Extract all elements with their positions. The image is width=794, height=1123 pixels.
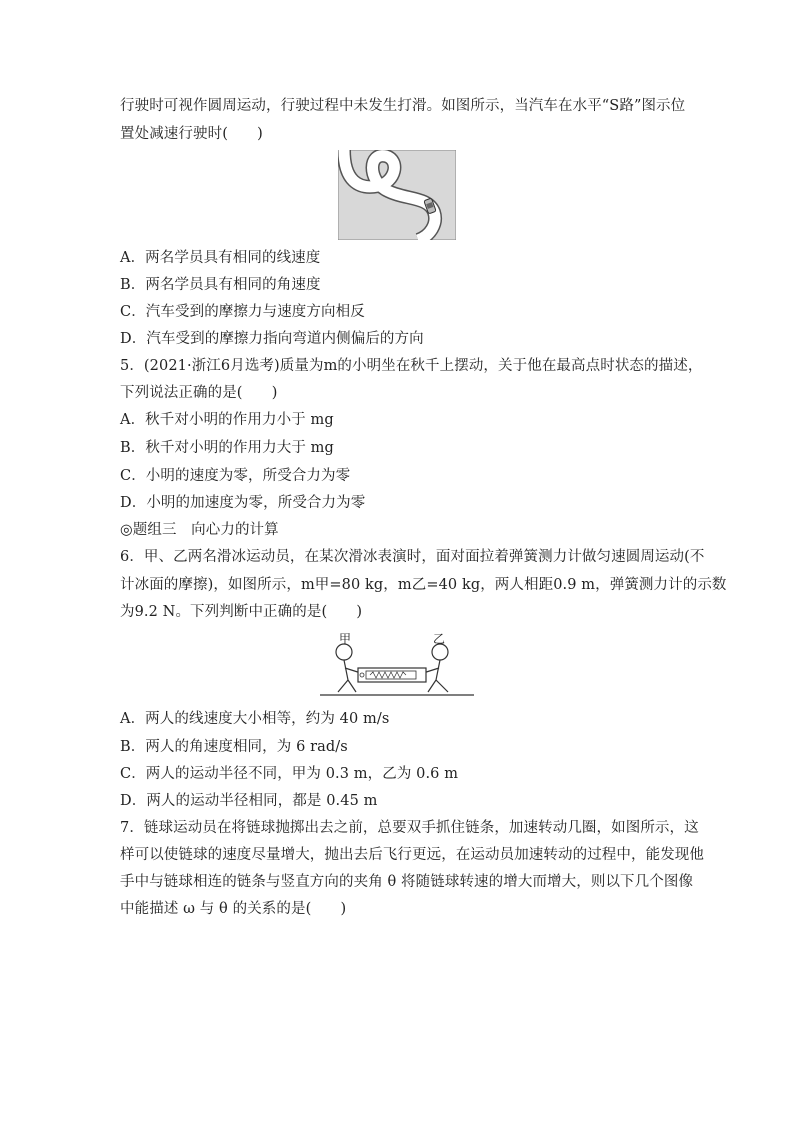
spring-scale-icon [358,668,426,682]
q5-option-b: B．秋千对小明的作用力大于 mg [120,440,334,456]
figure-label-yi: 乙 [433,632,446,646]
q5-option-c: C．小明的速度为零，所受合力为零 [120,468,351,484]
section-heading: ◎题组三 向心力的计算 [120,522,279,538]
q7-stem-line-2: 样可以使链球的速度尽量增大，抛出去后飞行更远，在运动员加速转动的过程中，能发现他 [120,847,704,863]
q5-option-a: A．秋千对小明的作用力小于 mg [120,412,334,428]
q6-stem-line-3: 为9.2 N。下列判断中正确的是( ) [120,604,363,620]
figure-label-jia: 甲 [339,632,352,646]
q4-option-d: D．汽车受到的摩擦力指向弯道内侧偏后的方向 [120,331,424,347]
q6-option-d: D．两人的运动半径相同，都是 0.45 m [120,793,378,809]
q6-option-a: A．两人的线速度大小相等，约为 40 m/s [120,711,390,727]
q5-stem-line-2: 下列说法正确的是( ) [120,385,278,401]
q7-stem-line-1: 7．链球运动员在将链球抛掷出去之前，总要双手抓住链条，加速转动几圈，如图所示，这 [120,820,699,836]
q6-stem-line-2: 计冰面的摩擦)，如图所示，m甲=80 kg，m乙=40 kg，两人相距0.9 m，弹簧测力计的示数 [120,577,727,593]
q6-stem-line-1: 6．甲、乙两名滑冰运动员，在某次滑冰表演时，面对面拉着弹簧测力计做匀速圆周运动(不 [120,549,705,565]
question-4-stem-line-2: 置处减速行驶时( ) [120,126,263,142]
q5-stem-line-1: 5．(2021·浙江6月选考)质量为m的小明坐在秋千上摆动，关于他在最高点时状态的描述， [120,358,703,374]
q5-option-d: D．小明的加速度为零，所受合力为零 [120,495,366,511]
q6-option-b: B．两人的角速度相同，为 6 rad/s [120,739,348,755]
q4-option-b: B．两名学员具有相同的角速度 [120,277,321,293]
question-4-stem-line-1: 行驶时可视作圆周运动，行驶过程中未发生打滑。如图所示，当汽车在水平“S路”图示位 [120,98,686,114]
q7-stem-line-4: 中能描述 ω 与 θ 的关系的是( ) [120,901,347,917]
s-road-illustration [338,150,456,240]
q4-option-a: A．两名学员具有相同的线速度 [120,250,321,266]
q6-option-c: C．两人的运动半径不同，甲为 0.3 m，乙为 0.6 m [120,766,459,782]
q7-stem-line-3: 手中与链球相连的链条与竖直方向的夹角 θ 将随链球转速的增大而增大，则以下几个图像 [120,874,694,890]
s-road-figure [338,150,456,240]
q4-option-c: C．汽车受到的摩擦力与速度方向相反 [120,304,365,320]
